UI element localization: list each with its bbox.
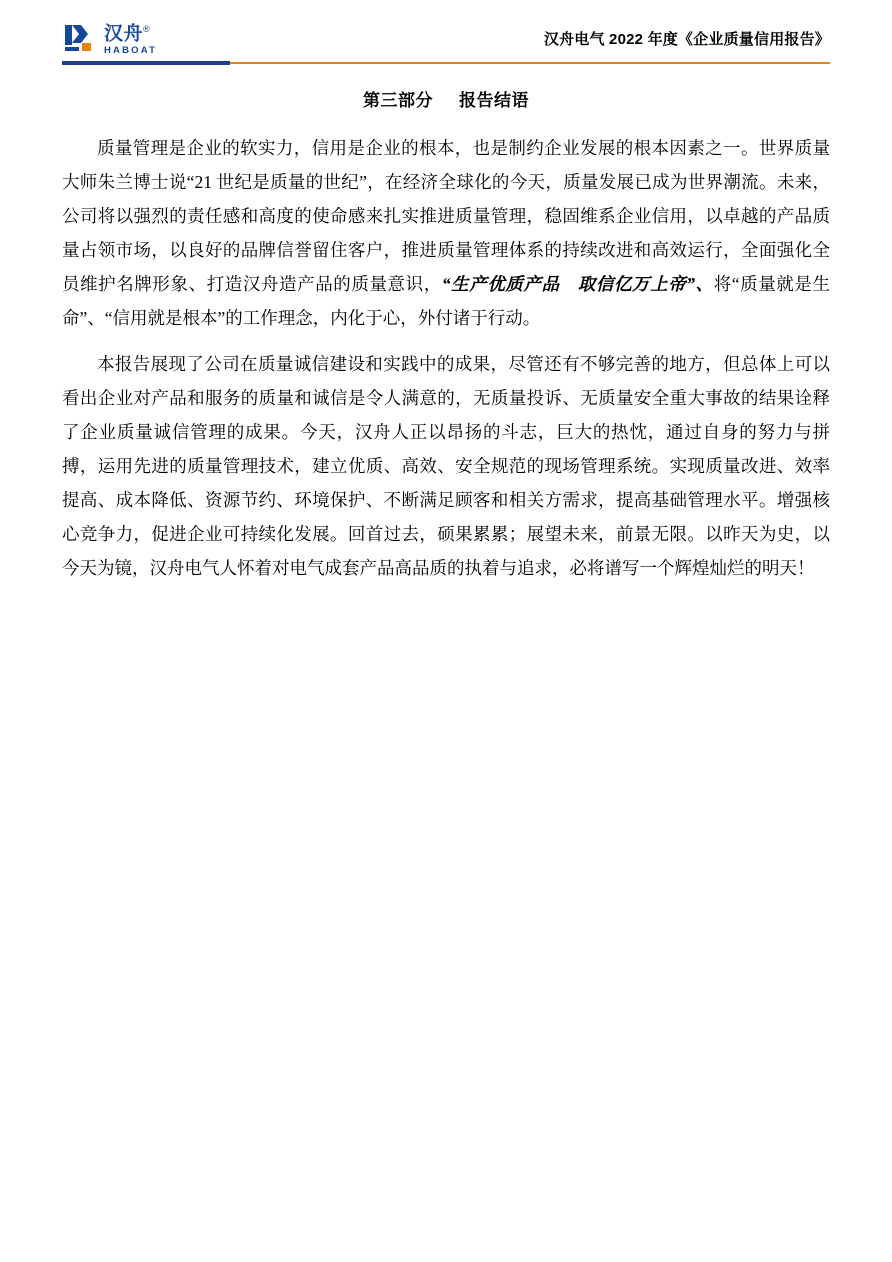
- haboat-logo-icon: [62, 21, 98, 55]
- paragraph-2-run-1: 本报告展现了公司在质量诚信建设和实践中的成果，尽管还有不够完善的地方，但总体上可以看出企业对产品和服务的质量和诚信是令人满意的，无质量投诉、无质量安全重大事故的结果诠释了企业质量诚信管理的成果。今天，汉舟人正以昂扬的斗志，巨大的热忱，通过自身的努力与拼搏，运用先进的质量管理技术，建立优质、高效、安全规范的现场管理系统。实现质量改进、效率提高、成本降低、资源节约、环境保护、不断满足顾客和相关方需求，提高基础管理水平。增强核心竞争力，促进企业可持续化发展。回首过去，硕果累累；展望未来，前景无限。以昨天为史，以今天为镜，汉舟电气人怀着对电气成套产品高品质的执着与追求，必将谱写一个辉煌灿烂的明天！: [62, 354, 830, 578]
- logo-en-text: HABOAT: [104, 45, 158, 57]
- paragraph-1: [62, 131, 830, 335]
- logo-wordmark: [104, 19, 157, 57]
- section-title: [62, 86, 830, 111]
- paragraph-1-run-1: 质量管理是企业的软实力，信用是企业的根本，也是制约企业发展的根本因素之一。世界质量大师朱兰博士说“21 世纪是质量的世纪”，在经济全球化的今天，质量发展已成为世界潮流。未来，公司将以强烈的责任感和高度的使命感来扎实推进质量管理，稳固维系企业信用，以卓越的产品质量占领市场，以良好的品牌信誉留住客户，推进质量管理体系的持续改进和高效运行，全面强化全员维护名牌形象、打造汉舟造产品的质量意识，: [62, 138, 830, 294]
- document-body: [62, 78, 830, 597]
- header-divider: [62, 61, 830, 65]
- report-header-title: 汉舟电气 2022 年度《企业质量信用报告》: [543, 31, 830, 48]
- section-title-prefix: 第三部分: [363, 91, 433, 110]
- paragraph-2: [62, 347, 830, 585]
- brand-logo: [62, 18, 157, 58]
- header-divider-orange-segment: [230, 62, 830, 64]
- page-header: [0, 0, 892, 68]
- section-title-main: 报告结语: [459, 91, 529, 110]
- paragraph-1-emphasis: “生产优质产品 取信亿万上帝”、: [441, 274, 714, 294]
- registered-mark: ®: [143, 23, 151, 34]
- logo-cn-text: 汉舟®: [104, 23, 151, 45]
- header-divider-blue-segment: [62, 61, 230, 65]
- paragraph-1-run-3: 将“质量就是生命”、“信用就是根本”的工作理念，内化于心，外付诸于行动。: [62, 274, 831, 328]
